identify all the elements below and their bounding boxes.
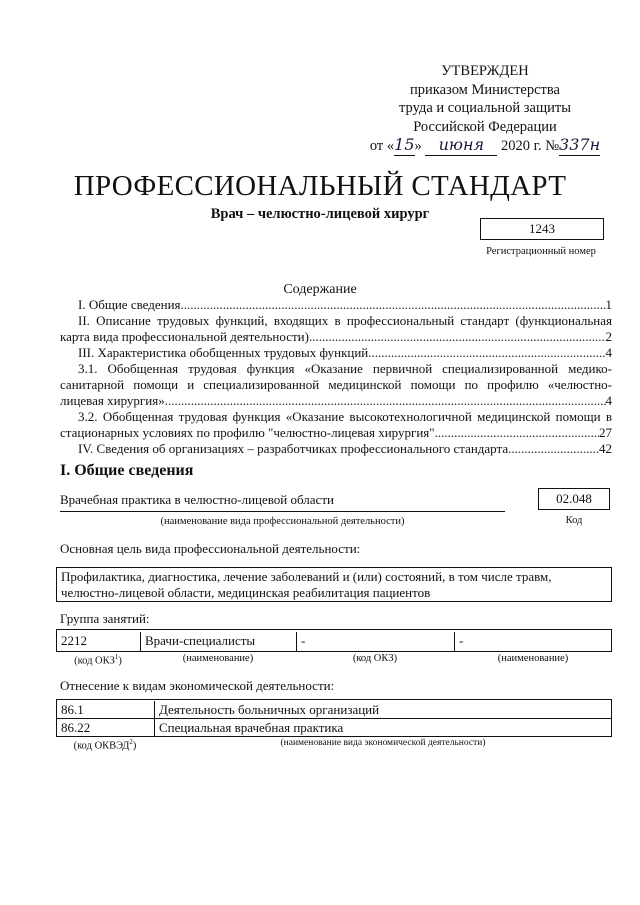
okz-name-cell: - (459, 633, 464, 648)
order-year: 2020 г. № (501, 138, 560, 154)
toc-item[interactable]: лицевая хирургия» ..... 4 (60, 393, 612, 409)
okved-name-cell: Деятельность больничных организаций (159, 702, 380, 717)
document-title: ПРОФЕССИОНАЛЬНЫЙ СТАНДАРТ (73, 170, 567, 202)
okved-code-cell: 86.22 (57, 719, 155, 736)
group-caption: (код ОКЗ) (352, 653, 398, 664)
econ-label: Отнесение к видам экономической деятельности: (60, 678, 335, 693)
toc-item[interactable]: стационарных условиях по профилю "челюстно-лицевая хирургия" ..... 27 (60, 425, 612, 441)
okz-code-cell: 2212 (57, 632, 141, 651)
toc-item[interactable]: III. Характеристика обобщенных трудовых функций ..... 4 (60, 345, 612, 361)
handwritten-order-number: 337н (559, 135, 601, 154)
activity-caption: (наименование вида профессиональной деятельности) (160, 516, 405, 527)
toc-item-line[interactable]: II. Описание трудовых функций, входящих в профессиональный стандарт (функциональная (78, 313, 612, 328)
toc-item-line[interactable]: 3.2. Обобщенная трудовая функция «Оказание высокотехнологичной медицинской помощи в (78, 409, 612, 424)
goal-text-line: челюстно-лицевой области, медицинская реабилитация пациентов (61, 585, 431, 600)
group-caption: (наименование) (182, 653, 254, 664)
approval-block (360, 62, 610, 156)
group-label: Группа занятий: (60, 611, 150, 626)
handwritten-month: июня (425, 136, 497, 156)
quote-close: » (414, 138, 422, 154)
toc-item[interactable]: карта вида профессиональной деятельности) ..... 2 (60, 329, 612, 345)
approval-line: приказом Министерства (410, 81, 560, 98)
econ-activity-table (56, 699, 612, 737)
activity-name: Врачебная практика в челюстно-лицевой области (60, 492, 334, 507)
approval-heading: УТВЕРЖДЕН (441, 63, 529, 79)
approval-line: труда и социальной защиты (399, 100, 571, 116)
table-of-contents (60, 296, 612, 457)
okz-code-cell: - (297, 632, 455, 651)
registration-number-box: 1243 (480, 218, 604, 240)
econ-caption: (код ОКВЭД$^2$) (73, 738, 137, 752)
group-caption: (наименование) (497, 653, 569, 664)
toc-heading: Содержание (283, 282, 357, 297)
econ-caption: (наименование вида экономической деятельности) (280, 738, 486, 748)
approval-date-line (360, 136, 610, 156)
approval-line: Российской Федерации (413, 118, 557, 135)
occupation-group-table (56, 629, 612, 652)
registration-number-label: Регистрационный номер (486, 246, 596, 257)
code-label: Код (565, 515, 583, 526)
toc-item-line[interactable]: санитарной помощи и специализированной медицинской помощи по профилю «челюстно- (60, 377, 612, 392)
handwritten-day: 15 (394, 135, 415, 154)
goal-text-line: Профилактика, диагностика, лечение заболеваний и (или) состояний, в том числе травм, (61, 569, 552, 584)
activity-code-box: 02.048 (538, 488, 610, 510)
toc-item-line[interactable]: 3.1. Обобщенная трудовая функция «Оказание первичной специализированной медико- (78, 361, 612, 376)
okved-name-cell: Специальная врачебная практика (159, 720, 344, 735)
toc-item[interactable]: IV. Сведения об организациях – разработчиках профессионального стандарта ..... 42 (60, 441, 612, 457)
activity-underline (60, 511, 505, 512)
section-heading: I. Общие сведения (60, 462, 194, 479)
goal-label: Основная цель вида профессиональной деятельности: (60, 541, 361, 556)
okz-name-cell: Врачи-специалисты (141, 632, 297, 651)
okved-code-cell: 86.1 (57, 701, 155, 718)
toc-item[interactable]: I. Общие сведения ..... 1 (60, 297, 612, 313)
goal-box (56, 567, 612, 602)
group-caption: (код ОКЗ$^1$) (74, 653, 122, 667)
date-prefix: от « (369, 138, 395, 154)
document-subtitle: Врач – челюстно-лицевой хирург (210, 206, 430, 222)
